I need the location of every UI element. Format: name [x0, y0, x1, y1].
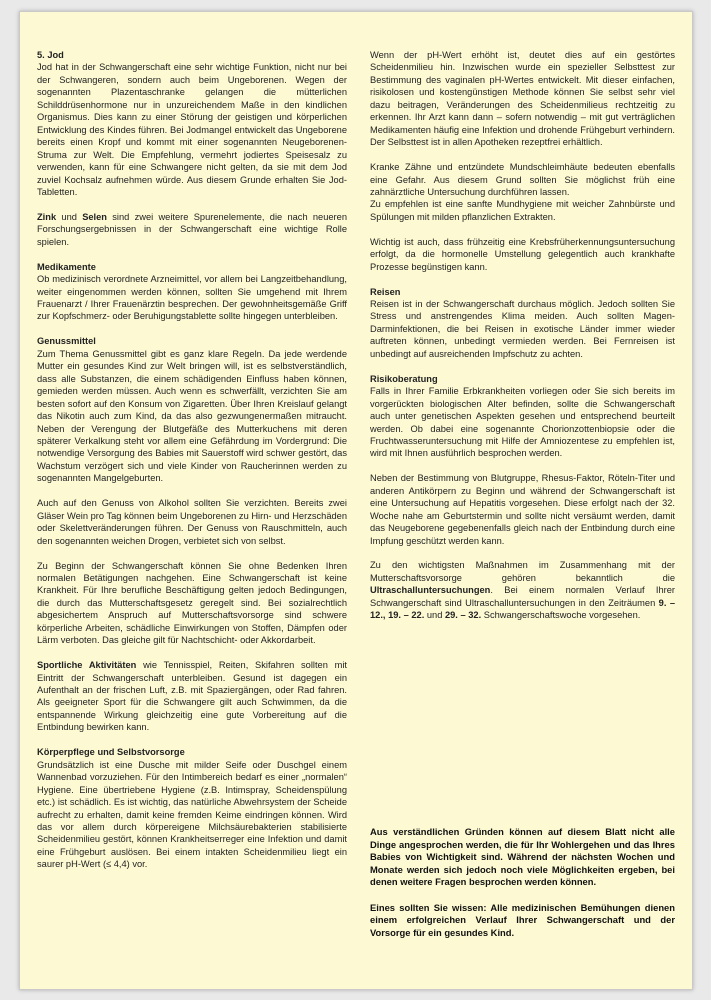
- label-weeks-1: 9. – 12., 19. – 22.: [370, 597, 675, 621]
- label-weeks-2: 29. – 32.: [444, 610, 482, 621]
- text-ultraschall-e: und: [424, 610, 445, 621]
- closing-note-2: Eines sollten Sie wissen: Alle medizinischen Bemühungen dienen einem erfolgreichen Verlauf Ihrer Schwangerschaft und der Vorsorge für ein gesundes Kind.: [370, 901, 675, 938]
- text-risiko-2: Neben der Bestimmung von Blutgruppe, Rhesus-Faktor, Röteln-Titer und anderen Antikörpern zu Beginn und während der Schwangerschaft ist eine Untersuchung auf Hepatitis vorgesehen. Diese erfolgt nach der 32. Woche nahe am Geburtstermin und sollte nicht versäumt werden, damit das Neugeborene gegebenenfalls gleich nach der Entbindung durch eine Impfung geschützt werden kann.: [370, 473, 675, 546]
- text-reisen: Reisen ist in der Schwangerschaft durchaus möglich. Jedoch sollten Sie Stress und anstrengendes Klima meiden. Auch sollten Magen-Darminfektionen, die bei Reisen in exotische Länder immer wieder auftreten können, unbedingt vermieden werden. Bei Fernreisen ist unbedingt auf ausreichenden Impfschutz zu achten.: [370, 299, 675, 359]
- left-column: [37, 49, 347, 883]
- text-ultraschall-g: Schwangerschaftswoche vorgesehen.: [481, 610, 641, 621]
- text-ultraschall-c: . Bei einem normalen Verlauf Ihrer Schwangerschaft sind Ultraschalluntersuchungen in den Zeiträumen: [370, 585, 675, 608]
- section-ultraschall: [370, 559, 675, 621]
- text-zaehne-2: Zu empfehlen ist eine sanfte Mundhygiene mit weicher Zahnbürste und Spülungen mit milden pflanzlichen Extrakten.: [370, 199, 675, 222]
- heading-medikamente: Medikamente: [37, 261, 96, 272]
- section-sport: [37, 659, 347, 734]
- text-risiko-1: Falls in Ihrer Familie Erbkrankheiten vorliegen oder Sie sich bereits im vorgerückten biologischen Alter befinden, sollte die Schwangerschaft auch unter genetischen Aspekten gesehen und entsprechend beurteilt werden. Ob dabei eine sogenannte Chorionzottenbiopsie oder die Fruchtwasseruntersuchung mit Hilfe der Amniozentese zu empfehlen ist, wird mit Ihnen ausführlich besprochen werden.: [370, 386, 675, 459]
- closing-note: [370, 826, 675, 952]
- document-page: [19, 11, 693, 990]
- section-koerperpflege: [37, 746, 347, 871]
- text-medikamente: Ob medizinisch verordnete Arzneimittel, vor allem bei Langzeitbehandlung, weiter eingenommen werden können, sollten Sie umgehend mit Ihrem Frauenarzt / Ihrer Frauenärztin besprechen. Der gewohnheitsgemäße Griff zur Kopfschmerz- oder Beruhigungstablette sollte hingegen unterbleiben.: [37, 274, 347, 322]
- section-zaehne: [370, 161, 675, 223]
- heading-genussmittel: Genussmittel: [37, 336, 96, 347]
- text-krebsvorsorge: Wichtig ist auch, dass frühzeitig eine Krebsfrüherkennungsuntersuchung erfolgt, da die hormonelle Umstellung gelegentlich auch krankhafte Prozesse begünstigen kann.: [370, 236, 675, 272]
- section-jod: [37, 49, 347, 198]
- right-column: [370, 49, 675, 634]
- section-reisen: [370, 286, 675, 361]
- label-selen: Selen: [82, 211, 107, 222]
- section-zink-selen: [37, 211, 347, 248]
- text-zaehne-1: Kranke Zähne und entzündete Mundschleimhäute bedeuten ebenfalls eine Gefahr. Aus diesem Grund sollten Sie möglichst früh eine zahnärztliche Untersuchung durchführen lassen.: [370, 162, 675, 197]
- text-koerperpflege: Grundsätzlich ist eine Dusche mit milder Seife oder Duschgel einem Wannenbad vorzuziehen. Für den Intimbereich bedarf es einer „normalen“ Hygiene. Eine übertriebene Hygiene (z.B. Intimspray, Scheidenspülung etc.) ist schädlich. Es ist wichtig, das natürliche Abwehrsystem der Scheide aufrecht zu erhalten, damit keine fremden Keime eindringen können. Wird das vor allem durch körpereigene Milchsäurebakterien stabilisierte Scheidenmilieu gestört, können Krankheitserreger eine Infektion und damit eine Frühgeburt auslösen. Bei einem intakten Scheidenmilieu liegt ein saurer pH-Wert (≤ 4,4) vor.: [37, 759, 347, 870]
- text-genussmittel-3: Zu Beginn der Schwangerschaft können Sie ohne Bedenken Ihren normalen Betätigungen nachgehen. Eine Schwangerschaft ist keine Krankheit. Für Ihre berufliche Beschäftigung gelten jedoch Bedingungen, die durch das Mutterschaftsgesetz geregelt sind. Bei sozialrechtlich abgesichertem Anspruch auf Mutterschaftsvorsorge sind schwere körperliche Arbeiten, schädliche Einwirkungen von Stoffen, Dämpfen oder Lärm verboten. Das gleiche gilt für Nachtschicht- oder Akkordarbeit.: [37, 560, 347, 646]
- heading-koerperpflege: Körperpflege und Selbstvorsorge: [37, 747, 185, 758]
- heading-risikoberatung: Risikoberatung: [370, 373, 438, 384]
- text-genussmittel-1: Zum Thema Genussmittel gibt es ganz klare Regeln. Da jede werdende Mutter ein gesundes Kind zur Welt bringen will, ist es selbstverständlich, dass alle Substanzen, die einem schädigenden Einfluss haben können, gemieden werden müssen. Auch wenn es schwerfällt, verzichten Sie am besten sofort auf den Konsum von Zigaretten. Über Ihren Kreislauf gelangt das Nikotin auch zum Kind, da das also gezwungenermaßen mitraucht. Neben der Verengung der Blutgefäße des Mutterkuchens mit deren späterer Verkalkung steht vor allem eine Gefährdung im Vordergrund: Die notwendige Versorgung des Babies mit Sauerstoff wird schwer gestört, das Wachstum verzögert sich und viele Kinder von Raucherinnen werden zu sogenannten Mangelgeburten.: [37, 348, 347, 484]
- heading-reisen: Reisen: [370, 286, 401, 297]
- text-zink-selen: sind zwei weitere Spurenelemente, die nach neueren Forschungsergebnissen in der Schwangerschaft eine wichtige Rolle spielen.: [37, 211, 347, 247]
- text-jod: Jod hat in der Schwangerschaft eine sehr wichtige Funktion, nicht nur bei der Schwangeren, sondern auch beim Ungeborenen. Wegen der sogenannten Plazentaschranke gelangen die mütterlichen Schilddrüsenhormone nur in unzureichendem Maße in den kindlichen Organismus. Dies kann zu einer Störung der geistigen und körperlichen Entwicklung des Kindes führen. Bei Jodmangel entwickelt das Ungeborene bereits einen Kropf und kommt mit einer sogenannten Neugeborenen-Struma zur Welt. Die Empfehlung, vermehrt jodiertes Speisesalz zu verwenden, kann für eine Schwangere nicht gelten, da sie mit dem Jod zuviel Kochsalz aufnehmen würde. Aus diesem Grunde erhalten Sie Jod-Tabletten.: [37, 62, 347, 197]
- section-genussmittel: [37, 335, 347, 484]
- section-medikamente: [37, 261, 347, 323]
- closing-note-1: Aus verständlichen Gründen können auf diesem Blatt nicht alle Dinge angesprochen werden, die für Ihr Wohlergehen und das Ihres Babies von Wichtigkeit sind. Während der nächsten Wochen und Monate werden sich jedoch noch viele Möglichkeiten ergeben, bei denen weitere Fragen besprochen werden können.: [370, 826, 675, 888]
- label-zink: Zink: [37, 211, 57, 222]
- text-ultraschall-a: Zu den wichtigsten Maßnahmen im Zusammenhang mit der Mutterschaftsvorsorge gehören bekanntlich die: [370, 560, 675, 583]
- text-sport: wie Tennisspiel, Reiten, Skifahren sollten mit Eintritt der Schwangerschaft unterbleiben. Gesund ist dagegen ein Aufenthalt an der frischen Luft, z.B. mit Spaziergängen, oder Rad fahren. Als geeigneter Sport für die Schwangere gilt auch Schwimmen, da die entspannende Wirkung gleichzeitig eine gute Vorbereitung auf die Entbindung bewirken kann.: [37, 660, 347, 733]
- text-genussmittel-2: Auch auf den Genuss von Alkohol sollten Sie verzichten. Bereits zwei Gläser Wein pro Tag können beim Ungeborenen zu Hirn- und Herzschäden oder Skelettveränderungen führen. Der Genuss von Rauschmitteln, auch den sogenannten weichen Drogen, verbietet sich von selbst.: [37, 498, 347, 546]
- heading-jod: 5. Jod: [37, 50, 64, 60]
- text-ph-wert: Wenn der pH-Wert erhöht ist, deutet dies auf ein gestörtes Scheidenmilieu hin. Inzwischen wurde ein spezieller Selbsttest zur Bestimmung des vaginalen pH-Wertes entwickelt. Mit dieser einfachen, risikolosen und kostengünstigen Methode können Sie selbst sehr viel dazu beitragen, Veränderungen des Scheidenmilieus rechtzeitig zu erkennen. Ihr Arzt kann dann – sofern notwendig – mit gut verträglichen Medikamenten häufig eine Infektion und drohende Frühgeburt verhindern. Der Selbsttest ist in allen Apotheken rezeptfrei erhältlich.: [370, 50, 675, 148]
- label-ultraschall: Ultraschalluntersuchungen: [370, 585, 491, 596]
- section-risikoberatung: [370, 373, 675, 460]
- text-und: und: [56, 211, 83, 222]
- label-sport: Sportliche Aktivitäten: [37, 660, 137, 671]
